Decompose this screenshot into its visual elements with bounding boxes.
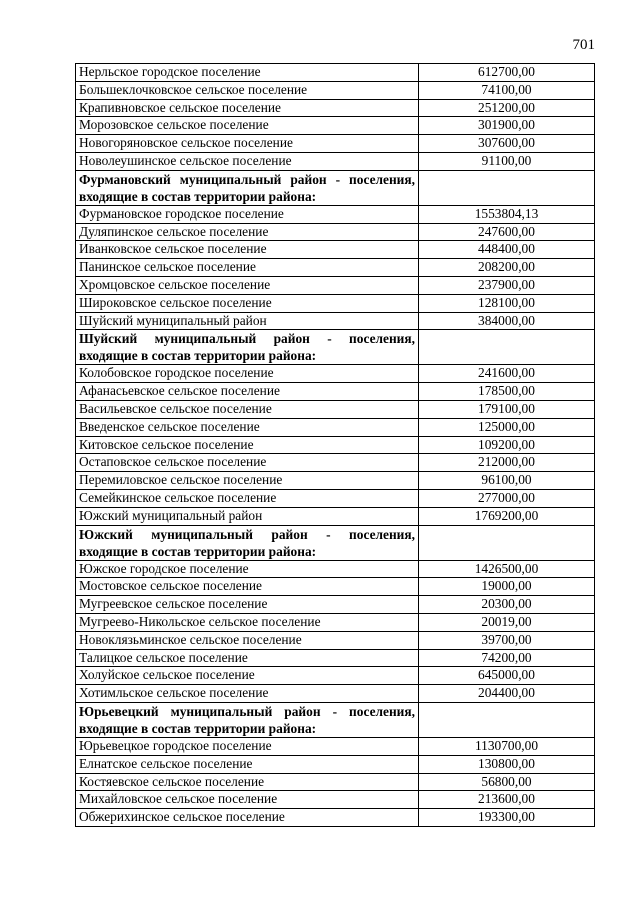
amount-cell: 448400,00 [419,241,595,259]
table-row [76,507,595,525]
settlement-name-cell: Мугреевское сельское поселение [76,596,419,614]
amount-cell: 179100,00 [419,400,595,418]
settlement-name-cell: Холуйское сельское поселение [76,667,419,685]
settlement-name-cell: Талицкое сельское поселение [76,649,419,667]
table-row [76,755,595,773]
amount-cell [419,702,595,737]
table-row [76,135,595,153]
table-row [76,809,595,827]
amount-cell: 96100,00 [419,472,595,490]
table-row [76,649,595,667]
settlement-name-cell: Китовское сельское поселение [76,436,419,454]
settlement-name-cell: Новолеушинское сельское поселение [76,152,419,170]
amount-cell: 204400,00 [419,685,595,703]
section-header-cell: Шуйский муниципальный район - поселения, входящие в состав территории района: [76,330,419,365]
settlement-name-cell: Дуляпинское сельское поселение [76,223,419,241]
amount-cell: 109200,00 [419,436,595,454]
settlement-name-cell: Широковское сельское поселение [76,294,419,312]
table-row [76,312,595,330]
settlement-name-cell: Новоклязьминское сельское поселение [76,631,419,649]
section-header-cell: Южский муниципальный район - поселения, входящие в состав территории района: [76,525,419,560]
table-row [76,117,595,135]
table-row [76,596,595,614]
settlement-name-cell: Фурмановское городское поселение [76,205,419,223]
amount-cell: 74200,00 [419,649,595,667]
amount-cell: 277000,00 [419,489,595,507]
amount-cell [419,525,595,560]
table-row [76,241,595,259]
amount-cell: 19000,00 [419,578,595,596]
table-row [76,152,595,170]
table-row [76,560,595,578]
settlement-name-cell: Юрьевецкое городское поселение [76,737,419,755]
page-number: 701 [572,37,595,53]
table-row [76,276,595,294]
section-header-cell: Юрьевецкий муниципальный район - поселения, входящие в состав территории района: [76,702,419,737]
settlement-name-cell: Мугреево-Никольское сельское поселение [76,613,419,631]
table-row [76,259,595,277]
amount-cell: 130800,00 [419,755,595,773]
table-row [76,294,595,312]
amount-cell: 645000,00 [419,667,595,685]
settlement-name-cell: Семейкинское сельское поселение [76,489,419,507]
amount-cell: 212000,00 [419,454,595,472]
settlement-name-cell: Мостовское сельское поселение [76,578,419,596]
amount-cell: 56800,00 [419,773,595,791]
section-header-row [76,330,595,365]
table-row [76,578,595,596]
amount-cell: 125000,00 [419,418,595,436]
table-body [76,64,595,827]
settlement-name-cell: Обжерихинское сельское поселение [76,809,419,827]
table-row [76,472,595,490]
table-row [76,454,595,472]
table-row [76,613,595,631]
amount-cell: 39700,00 [419,631,595,649]
section-header-row [76,170,595,205]
table-row [76,81,595,99]
settlement-name-cell: Большеклочковское сельское поселение [76,81,419,99]
amount-cell: 612700,00 [419,64,595,82]
section-header-row [76,702,595,737]
amount-cell: 1426500,00 [419,560,595,578]
settlement-name-cell: Хотимльское сельское поселение [76,685,419,703]
settlement-name-cell: Перемиловское сельское поселение [76,472,419,490]
amount-cell: 1553804,13 [419,205,595,223]
amount-cell: 241600,00 [419,365,595,383]
amount-cell [419,330,595,365]
amount-cell: 301900,00 [419,117,595,135]
amount-cell: 251200,00 [419,99,595,117]
section-header-cell: Фурмановский муниципальный район - поселения, входящие в состав территории района: [76,170,419,205]
amount-cell: 1769200,00 [419,507,595,525]
settlement-name-cell: Новогоряновское сельское поселение [76,135,419,153]
table-row [76,631,595,649]
amount-cell: 74100,00 [419,81,595,99]
amount-cell: 193300,00 [419,809,595,827]
amount-cell: 20019,00 [419,613,595,631]
settlement-name-cell: Панинское сельское поселение [76,259,419,277]
budget-table [75,63,595,827]
settlement-name-cell: Нерльское городское поселение [76,64,419,82]
table-row [76,205,595,223]
amount-cell: 213600,00 [419,791,595,809]
settlement-name-cell: Шуйский муниципальный район [76,312,419,330]
amount-cell: 208200,00 [419,259,595,277]
table-row [76,685,595,703]
table-row [76,418,595,436]
amount-cell: 91100,00 [419,152,595,170]
amount-cell: 1130700,00 [419,737,595,755]
settlement-name-cell: Введенское сельское поселение [76,418,419,436]
table-row [76,436,595,454]
settlement-name-cell: Михайловское сельское поселение [76,791,419,809]
amount-cell: 20300,00 [419,596,595,614]
section-header-row [76,525,595,560]
amount-cell: 128100,00 [419,294,595,312]
settlement-name-cell: Южский муниципальный район [76,507,419,525]
settlement-name-cell: Костяевское сельское поселение [76,773,419,791]
settlement-name-cell: Васильевское сельское поселение [76,400,419,418]
amount-cell: 247600,00 [419,223,595,241]
settlement-name-cell: Крапивновское сельское поселение [76,99,419,117]
settlement-name-cell: Афанасьевское сельское поселение [76,383,419,401]
table-row [76,489,595,507]
settlement-name-cell: Хромцовское сельское поселение [76,276,419,294]
table-row [76,667,595,685]
amount-cell: 178500,00 [419,383,595,401]
table-row [76,64,595,82]
settlement-name-cell: Южское городское поселение [76,560,419,578]
table-row [76,737,595,755]
settlement-name-cell: Иванковское сельское поселение [76,241,419,259]
amount-cell [419,170,595,205]
table-row [76,791,595,809]
table-row [76,223,595,241]
settlement-name-cell: Остаповское сельское поселение [76,454,419,472]
amount-cell: 237900,00 [419,276,595,294]
table-row [76,99,595,117]
amount-cell: 307600,00 [419,135,595,153]
settlement-name-cell: Елнатское сельское поселение [76,755,419,773]
settlement-name-cell: Колобовское городское поселение [76,365,419,383]
table-row [76,365,595,383]
table-row [76,383,595,401]
settlement-name-cell: Морозовское сельское поселение [76,117,419,135]
amount-cell: 384000,00 [419,312,595,330]
table-row [76,400,595,418]
table-row [76,773,595,791]
